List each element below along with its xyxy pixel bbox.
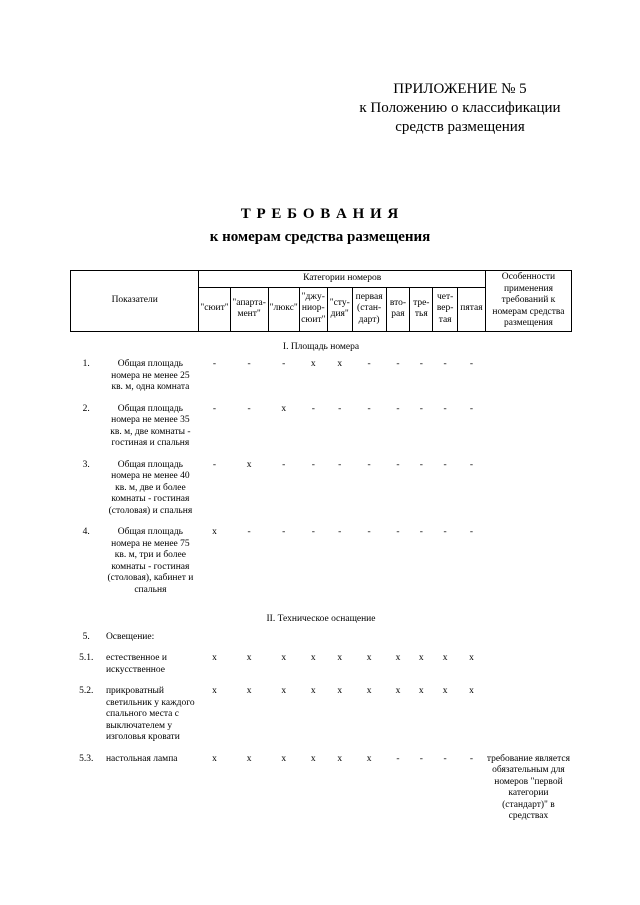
category-value: х [310,686,316,696]
category-value: х [469,653,474,663]
category-value: - [469,753,474,764]
category-value: х [246,686,252,696]
category-value: - [469,459,474,470]
category-value: - [443,459,447,470]
section-heading-area: I. Площадь номера [282,341,360,352]
category-value [268,630,299,652]
category-value [299,630,327,652]
category-header: тре-тья [410,287,433,331]
category-value: - [212,359,217,369]
table-row [71,684,572,752]
category-value: х [281,686,287,696]
row-label: Общая площадь номера не менее 75 кв. м, три и более комнаты - гостиная (столовая), кабинет и спальня [107,527,194,595]
category-value: х [212,653,217,663]
row-number: 5. [82,631,90,642]
row-number: 5.1. [79,653,94,663]
category-value: х [281,403,287,414]
category-value: х [395,686,401,696]
category-value: - [367,459,371,470]
category-value: х [366,753,372,764]
appendix-reference-cont: средств размещения [395,119,525,135]
row-number: 2. [82,403,90,414]
table-row [71,402,572,458]
category-value: - [212,403,217,414]
category-value: х [418,686,424,696]
document-subtitle: к номерам средства размещения [209,229,431,245]
row-label: Общая площадь номера не менее 35 кв. м, две комнаты - гостиная и спальня [110,403,191,448]
indicators-header: Показатели [71,271,199,332]
category-value: - [247,527,251,537]
category-value [352,630,386,652]
row-note [485,458,571,526]
appendix-reference: к Положению о классификации [359,100,561,116]
category-value: х [212,527,217,537]
row-number: 3. [82,459,90,470]
category-value: - [396,359,400,369]
category-header: "апарта-мент" [230,287,268,331]
category-header: чет-вер-тая [433,287,458,331]
row-note [485,630,571,652]
category-value: - [338,459,342,470]
table-row [71,525,572,604]
row-note [485,402,571,458]
category-value [410,630,433,652]
category-header: вто-рая [386,287,410,331]
appendix-header [340,80,580,137]
category-header: "сту-дия" [327,287,352,331]
category-value: - [367,527,371,537]
category-value: - [469,403,474,414]
category-value: - [311,527,315,537]
category-value: - [469,359,474,369]
category-value: х [469,686,474,696]
category-value: х [212,686,217,696]
category-value: - [212,459,217,470]
category-value: - [443,359,447,369]
document-title: Т Р Е Б О В А Н И Я [240,206,400,222]
row-note [485,651,571,684]
table-row [71,752,572,824]
category-value: х [281,753,287,764]
categories-header: Категории номеров [199,271,486,288]
category-value: х [337,653,343,663]
category-value: - [396,459,400,470]
category-value [458,630,486,652]
category-header: "джу-ниор-сюит" [299,287,327,331]
row-label: прикроватный светильник у каждого спального места с выключателем у изголовья кровати [105,686,195,742]
table-row [71,630,572,652]
category-value: х [337,753,343,764]
row-label: Общая площадь номера не менее 40 кв. м, две и более комнаты - гостиная (столовая) и спальня [108,459,193,516]
category-value: х [281,653,287,663]
category-value: - [367,359,371,369]
row-label: настольная лампа [105,753,178,764]
category-header: "сюит" [199,287,230,331]
category-value: - [469,527,474,537]
category-value [199,630,230,652]
category-value: х [212,753,217,764]
category-value: - [311,459,315,470]
requirements-table [70,270,572,824]
category-value: х [366,686,372,696]
category-value: х [246,653,252,663]
category-value: х [310,359,316,369]
row-number: 4. [82,527,90,537]
category-value: - [396,753,400,764]
category-value: - [247,359,251,369]
table-row [71,458,572,526]
row-number: 5.2. [79,686,94,696]
category-value: - [367,403,371,414]
category-value [386,630,410,652]
category-value: х [310,653,316,663]
category-value: х [366,653,372,663]
category-value: х [418,653,424,663]
category-value: х [442,653,448,663]
category-value: - [443,753,447,764]
row-note [485,357,571,402]
category-header: пятая [458,287,486,331]
row-label: Освещение: [105,631,155,642]
category-value: - [338,403,342,414]
section-heading-equipment: II. Техническое оснащение [266,614,376,624]
category-value: х [310,753,316,764]
appendix-number: ПРИЛОЖЕНИЕ № 5 [393,81,527,97]
category-value: - [419,459,423,470]
category-header: "люкс" [268,287,299,331]
row-note [485,684,571,752]
category-header: первая (стан-дарт) [352,287,386,331]
category-value [433,630,458,652]
category-value: - [311,403,315,414]
category-value: - [443,403,447,414]
row-number: 5.3. [79,753,94,764]
category-value [327,630,352,652]
category-value: х [395,653,401,663]
category-value: - [419,527,423,537]
category-value: - [443,527,447,537]
category-value: - [282,527,286,537]
category-value: - [282,459,286,470]
category-value: - [419,753,423,764]
category-value: - [338,527,342,537]
row-label: естественное и искусственное [105,653,167,675]
category-value: х [337,686,343,696]
category-value: х [246,753,252,764]
table-row [71,357,572,402]
table-row [71,651,572,684]
category-value: х [337,359,343,369]
category-value: - [282,359,286,369]
category-value: - [396,403,400,414]
notes-header: Особенности применения требований к номерам средства размещения [485,271,571,332]
category-value [230,630,268,652]
category-value: х [442,686,448,696]
row-label: Общая площадь номера не менее 25 кв. м, одна комната [111,359,190,392]
row-note [485,525,571,604]
category-value: - [419,359,423,369]
category-value: - [247,403,251,414]
category-value: х [246,459,252,470]
row-note: требование является обязательным для номеров "первой категории (стандарт)" в средствах [486,753,570,821]
category-value: - [396,527,400,537]
category-value: - [419,403,423,414]
row-number: 1. [82,359,90,369]
